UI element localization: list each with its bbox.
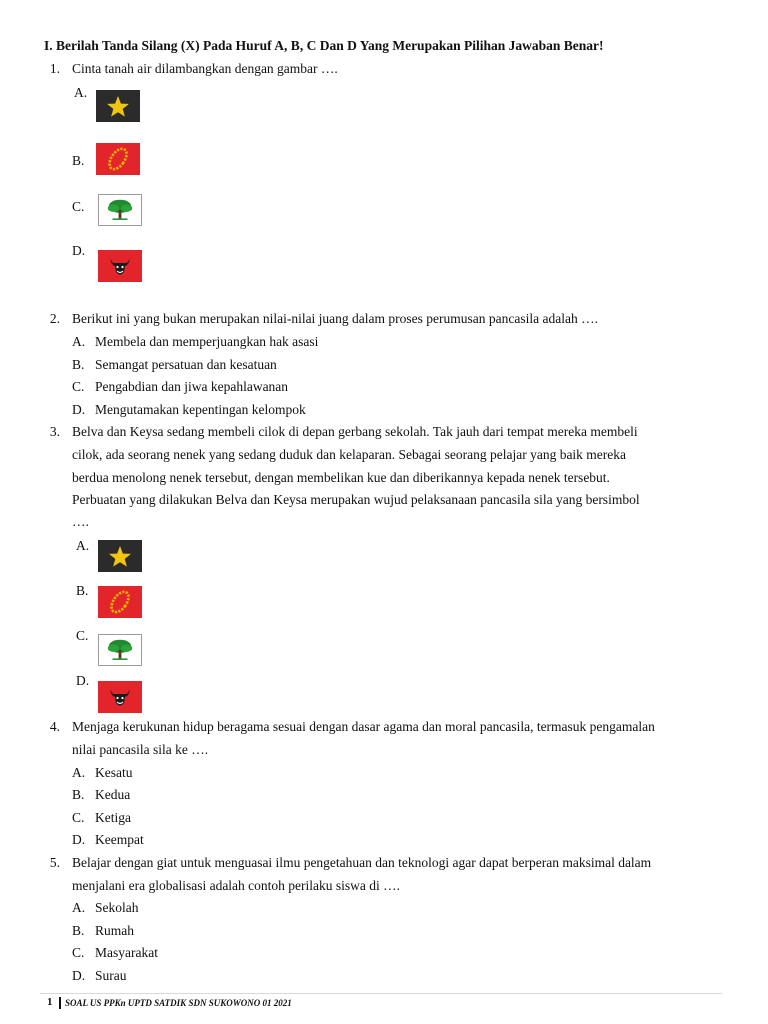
- section-heading: I. Berilah Tanda Silang (X) Pada Huruf A, B, C Dan D Yang Merupakan Pilihan Jawaban Benar!: [44, 38, 604, 53]
- chain-icon: [98, 586, 142, 618]
- question-number: 4.: [49, 719, 60, 734]
- question-number: 5.: [49, 855, 60, 870]
- question-text: Berikut ini yang bukan merupakan nilai-nilai juang dalam proses perumusan pancasila adalah ….: [72, 311, 598, 326]
- option-letter[interactable]: C.: [76, 628, 89, 643]
- option-letter[interactable]: B.: [72, 357, 85, 372]
- question-text: Cinta tanah air dilambangkan dengan gambar ….: [72, 61, 338, 76]
- footer-text: SOAL US PPKn UPTD SATDIK SDN SUKOWONO 01 2021: [65, 998, 292, 1008]
- option-text[interactable]: Surau: [95, 968, 127, 983]
- option-letter[interactable]: B.: [72, 787, 85, 802]
- option-letter[interactable]: A.: [72, 900, 86, 915]
- option-letter[interactable]: D.: [72, 402, 86, 417]
- option-letter[interactable]: A.: [72, 334, 86, 349]
- page-number: 1: [47, 996, 53, 1008]
- question-text-line: nilai pancasila sila ke ….: [72, 742, 209, 757]
- option-letter[interactable]: C.: [72, 379, 85, 394]
- star-icon: [98, 540, 142, 572]
- option-letter[interactable]: A.: [76, 538, 90, 553]
- option-letter[interactable]: C.: [72, 199, 85, 214]
- bull-head-icon: [98, 681, 142, 713]
- option-letter[interactable]: A.: [72, 765, 86, 780]
- question-text-line: menjalani era globalisasi adalah contoh perilaku siswa di ….: [72, 878, 401, 893]
- option-text[interactable]: Masyarakat: [95, 945, 158, 960]
- option-text[interactable]: Mengutamakan kepentingan kelompok: [95, 402, 306, 417]
- option-text[interactable]: Rumah: [95, 923, 134, 938]
- question-text-line: Perbuatan yang dilakukan Belva dan Keysa merupakan wujud pelaksanaan pancasila sila yang bersimbol: [72, 492, 640, 507]
- option-text[interactable]: Kesatu: [95, 765, 133, 780]
- question-text-line: cilok, ada seorang nenek yang sedang duduk dan kelaparan. Sebagai seorang pelajar yang baik mereka: [72, 447, 627, 462]
- option-text[interactable]: Pengabdian dan jiwa kepahlawanan: [95, 379, 289, 394]
- question-text-line: berdua menolong nenek tersebut, dengan membelikan kue dan diberikannya kepada nenek tersebut.: [72, 470, 610, 485]
- question-text-line: Menjaga kerukunan hidup beragama sesuai dengan dasar agama dan moral pancasila, termasuk pengamalan: [72, 719, 655, 734]
- option-letter[interactable]: A.: [74, 85, 88, 100]
- question-text-line: Belajar dengan giat untuk menguasai ilmu pengetahuan dan teknologi agar dapat berperan maksimal dalam: [72, 855, 652, 870]
- question-number: 1.: [49, 61, 60, 76]
- chain-icon: [96, 143, 140, 175]
- footer-separator: [59, 997, 61, 1009]
- option-letter[interactable]: C.: [72, 945, 85, 960]
- option-letter[interactable]: D.: [76, 673, 90, 688]
- bull-head-icon: [98, 250, 142, 282]
- question-number: 3.: [49, 424, 60, 439]
- footer-divider: [40, 993, 722, 994]
- question-text-line: Belva dan Keysa sedang membeli cilok di depan gerbang sekolah. Tak jauh dari tempat mereka membeli: [72, 424, 638, 439]
- star-icon: [96, 90, 140, 122]
- question-number: 2.: [49, 311, 60, 326]
- option-letter[interactable]: C.: [72, 810, 85, 825]
- option-text[interactable]: Membela dan memperjuangkan hak asasi: [95, 334, 319, 349]
- banyan-tree-icon: [98, 194, 142, 226]
- option-letter[interactable]: B.: [72, 153, 85, 168]
- option-letter[interactable]: D.: [72, 243, 86, 258]
- option-letter[interactable]: D.: [72, 968, 86, 983]
- option-letter[interactable]: B.: [76, 583, 89, 598]
- option-text[interactable]: Sekolah: [95, 900, 139, 915]
- option-text[interactable]: Kedua: [95, 787, 131, 802]
- banyan-tree-icon: [98, 634, 142, 666]
- question-text-line: ….: [72, 514, 89, 529]
- option-text[interactable]: Keempat: [95, 832, 144, 847]
- option-text[interactable]: Semangat persatuan dan kesatuan: [95, 357, 277, 372]
- option-letter[interactable]: B.: [72, 923, 85, 938]
- option-text[interactable]: Ketiga: [95, 810, 131, 825]
- option-letter[interactable]: D.: [72, 832, 86, 847]
